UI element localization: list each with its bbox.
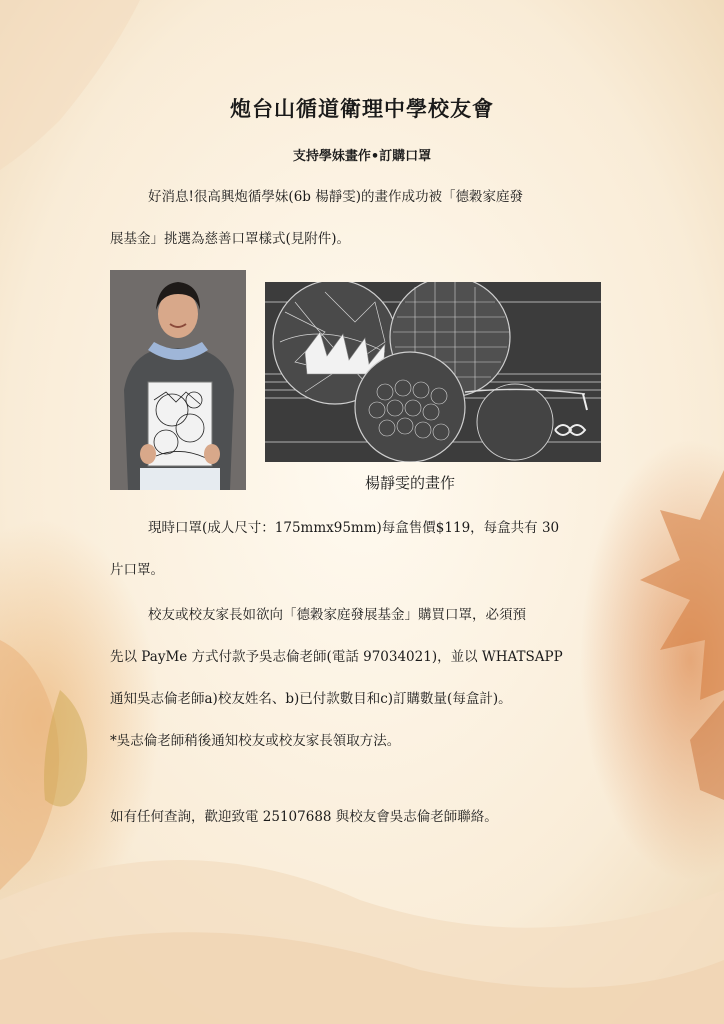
paragraph-3-line-1: 校友或校友家長如欲向「德穀家庭發展基金」購買口罩，必須預 [148, 607, 526, 623]
paragraph-4-contact: 如有任何查詢，歡迎致電 25107688 與校友會吳志倫老師聯絡。 [110, 809, 498, 825]
paragraph-1-line-2: 展基金」挑選為慈善口罩樣式(見附件)。 [110, 231, 351, 247]
mask-artwork-image [265, 282, 601, 462]
student-photo [110, 270, 246, 490]
paragraph-3-note: *吳志倫老師稍後通知校友或校友家長領取方法。 [110, 733, 401, 749]
paragraph-2-line-1: 現時口罩(成人尺寸：175mmx95mm)每盒售價$119，每盒共有 30 [148, 520, 560, 536]
paragraph-3-line-3: 通知吳志倫老師a)校友姓名、b)已付款數目和c)訂購數量(每盒計)。 [110, 691, 512, 707]
paragraph-2-line-2: 片口罩。 [110, 562, 164, 578]
paragraph-3-line-2: 先以 PayMe 方式付款予吳志倫老師(電話 97034021)，並以 WHATSAPP [110, 649, 563, 665]
document-subtitle: 支持學妹畫作•訂購口罩 [292, 149, 432, 164]
paragraph-1-line-1: 好消息!很高興炮循學妹(6b 楊靜雯)的畫作成功被「德穀家庭發 [148, 189, 523, 205]
artwork-caption: 楊靜雯的畫作 [364, 474, 455, 492]
document-title: 炮台山循道衛理中學校友會 [230, 96, 494, 121]
